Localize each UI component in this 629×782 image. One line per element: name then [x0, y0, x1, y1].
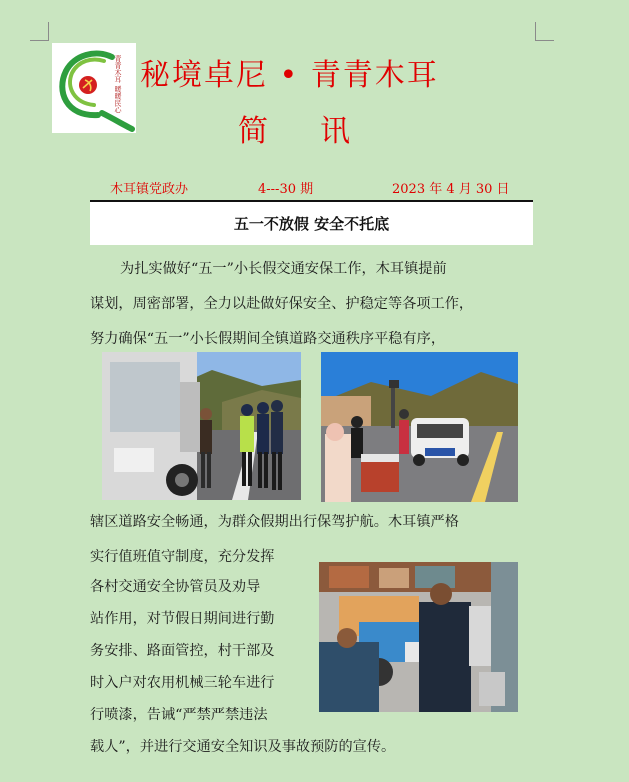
crop-mark-top-left [30, 22, 49, 41]
article-paragraph-2 [90, 505, 533, 540]
masthead-title: 秘境卓尼 • 青青木耳 [140, 58, 439, 93]
paragraph-line: 努力确保“五一”小长假期间全镇道路交通秩序平稳有序， [90, 331, 446, 347]
paragraph-line: 站作用，对节假日期间进行勤 [90, 611, 275, 627]
paragraph-line: 行喷漆，告诫“严禁严禁违法 [90, 707, 268, 723]
roadside-inspection-photo [321, 352, 518, 502]
paragraph-line: 时入户对农用机械三轮车进行 [90, 675, 275, 691]
article-title: 五一不放假 安全不托底 [233, 215, 390, 233]
issue-date: 2023 年 4 月 30 日 [392, 182, 510, 197]
tricycle-spray-paint-photo [319, 562, 518, 712]
issue-number: 4---30 期 [258, 182, 314, 197]
article-paragraph-1 [90, 252, 533, 357]
crop-mark-top-right [535, 22, 554, 41]
logo-emblem-icon [52, 43, 136, 133]
logo-text: 青青木耳 暖暖民心 [114, 55, 122, 114]
traffic-checkpoint-photo [102, 352, 301, 500]
paragraph-line: 谋划，周密部署，全力以赴做好保安全、护稳定等各项工作， [90, 296, 474, 312]
article-title-box [90, 202, 533, 245]
issuing-office: 木耳镇党政办 [110, 182, 189, 197]
paragraph-line: 实行值班值守制度，充分发挥 [90, 549, 275, 565]
paragraph-line: 为扎实做好“五一”小长假交通安保工作，木耳镇提前 [120, 261, 447, 277]
paragraph-line: 各村交通安全协管员及劝导 [90, 579, 261, 595]
logo [52, 43, 136, 133]
masthead-subtitle: 简讯 [238, 114, 402, 149]
paragraph-line: 辖区道路安全畅通，为群众假期出行保驾护航。木耳镇严格 [90, 514, 459, 530]
paragraph-line: 载人”，并进行交通安全知识及事故预防的宣传。 [90, 739, 396, 755]
paragraph-line: 务安排、路面管控，村干部及 [90, 643, 275, 659]
